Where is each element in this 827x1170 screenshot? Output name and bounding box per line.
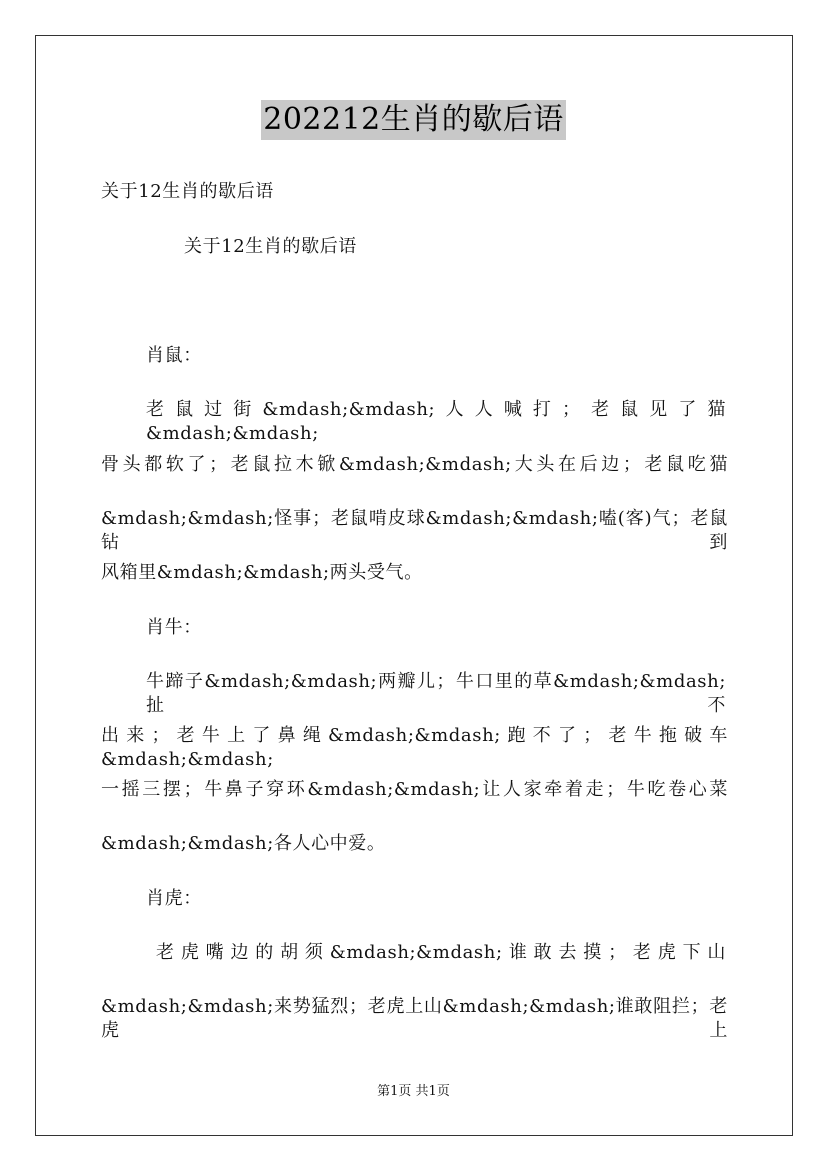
paragraph-line: &mdash;&mdash;各人心中爱。	[101, 833, 386, 854]
section-heading-tiger: 肖虎：	[146, 888, 202, 909]
title-container	[0, 100, 827, 140]
subtitle-line: 关于12生肖的歇后语	[101, 181, 274, 202]
paragraph-line: 老虎嘴边的胡须&mdash;&mdash;谁敢去摸；老虎下山	[156, 942, 726, 963]
page-footer: 第1页 共1页	[377, 1084, 450, 1099]
paragraph-line: 骨头都软了；老鼠拉木锨&mdash;&mdash;大头在后边；老鼠吃猫	[101, 454, 728, 475]
paragraph-line: 风箱里&mdash;&mdash;两头受气。	[101, 562, 423, 583]
paragraph-line: &mdash;&mdash;来势猛烈；老虎上山&mdash;&mdash;谁敢阻拦；老虎上	[101, 996, 728, 1041]
paragraph-line: 老鼠过街&mdash;&mdash;人人喊打；老鼠见了猫&mdash;&mdash;	[146, 399, 726, 444]
paragraph-line: 牛蹄子&mdash;&mdash;两瓣儿；牛口里的草&mdash;&mdash;扯不	[146, 671, 726, 716]
section-heading-ox: 肖牛：	[146, 617, 202, 638]
document-title: 202212生肖的歇后语	[261, 100, 566, 140]
paragraph-line: &mdash;&mdash;怪事；老鼠啃皮球&mdash;&mdash;嗑(客)气；老鼠钻到	[101, 508, 728, 553]
subtitle-line-indented: 关于12生肖的歇后语	[184, 236, 357, 257]
paragraph-line: 出来；老牛上了鼻绳&mdash;&mdash;跑不了；老牛拖破车&mdash;&mdash;	[101, 725, 728, 770]
section-heading-rat: 肖鼠：	[146, 345, 202, 366]
paragraph-line: 一摇三摆；牛鼻子穿环&mdash;&mdash;让人家牵着走；牛吃卷心菜	[101, 779, 728, 800]
